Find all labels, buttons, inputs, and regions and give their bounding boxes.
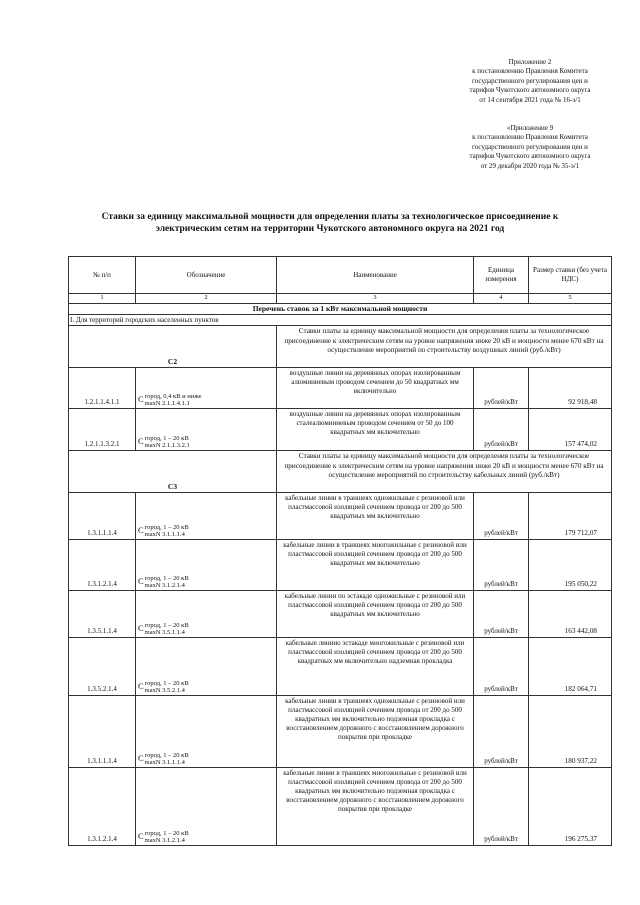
- table-row: [69, 540, 612, 591]
- table-row: [69, 493, 612, 540]
- group-header-row: [69, 326, 612, 368]
- approval-line: к постановлению Правления Комитета: [472, 67, 588, 76]
- symbol-subscript: maxN 2.1.1.3.2.1: [144, 442, 190, 449]
- row-unit: рублей/кВт: [474, 368, 529, 409]
- section-title: Перечень ставок за 1 кВт максимальной мощности: [69, 304, 612, 315]
- header-name: Наименование: [277, 257, 474, 294]
- approval-block-previous: [430, 124, 630, 171]
- symbol-superscript: город, 0,4 кВ и ниже: [144, 393, 202, 400]
- group-description: Ставки платы за единицу максимальной мощности для определения платы за технологическое присоединение к электрическим сетям на уровне напряжения ниже 20 кВ и мощности менее 670 кВт на осуществление мероприятий по строительству воздушных линий (руб./кВт): [277, 326, 612, 368]
- row-unit: рублей/кВт: [474, 540, 529, 591]
- row-name: воздушные линии на деревянных опорах изолированным сталеалюминиевым проводом сечением от 50 до 100 квадратных мм включительно: [277, 409, 474, 451]
- row-name: кабельные линии в траншеях одножильные с резиновой или пластмассовой изоляцией сечением провода от 200 до 500 квадратных мм включительно: [277, 493, 474, 540]
- column-index-row: [69, 294, 612, 304]
- symbol-subscript: maxN 2.1.1.4.1.1: [144, 400, 190, 407]
- row-name: кабельные линии по эстакаде одножильные с резиновой или пластмассовой изоляцией сечением провода от 200 до 500 квадратных мм включительно: [277, 591, 474, 638]
- row-rate: 157 474,02: [529, 409, 612, 451]
- row-rate: 180 937,22: [529, 696, 612, 768]
- symbol-subscript: maxN 3.5.1.1.4: [144, 629, 185, 636]
- row-rate: 195 050,22: [529, 540, 612, 591]
- row-number: 1.3.5.1.1.4: [69, 591, 136, 638]
- row-symbol: [136, 493, 277, 540]
- approval-line: «Приложение 9: [506, 124, 554, 132]
- symbol-subscript: maxN 3.1.1.1.4: [144, 759, 185, 766]
- row-name: кабельные линии в траншеях одножильные с резиновой или пластмассовой изоляцией сечением провода от 200 до 500 квадратных мм включительно подземная прокладка с восстановлением дорожного с восстановлением дорожного покрытия при прокладке: [277, 696, 474, 768]
- row-rate: 182 064,71: [529, 638, 612, 696]
- row-name: кабельные линии в траншеях многожильные с резиновой или пластмассовой изоляцией сечением провода от 200 до 500 квадратных мм включительно: [277, 540, 474, 591]
- header-rate: Размер ставки (без учета НДС): [529, 257, 612, 294]
- symbol-main: C: [138, 575, 144, 586]
- approval-line: тарифов Чукотского автономного округа: [469, 152, 591, 161]
- column-index: 5: [529, 294, 612, 304]
- table-row: [69, 696, 612, 768]
- row-number: 1.3.1.1.1.4: [69, 696, 136, 768]
- symbol-superscript: город, 1 – 20 кВ: [144, 575, 189, 582]
- symbol-main: C: [138, 622, 144, 633]
- table-header-row: [69, 257, 612, 294]
- symbol-superscript: город, 1 – 20 кВ: [144, 435, 189, 442]
- approval-line: государственного регулирования цен и: [472, 142, 588, 151]
- row-symbol: [136, 368, 277, 409]
- document-title: Ставки за единицу максимальной мощности для определения платы за технологическое присоединение к электрическим сетям на территории Чукотского автономного округа на 2021 год: [101, 212, 559, 234]
- column-index: 1: [69, 294, 136, 304]
- rates-table: [68, 256, 612, 846]
- row-unit: рублей/кВт: [474, 638, 529, 696]
- section-title-row: [69, 304, 612, 315]
- symbol-superscript: город, 1 – 20 кВ: [144, 752, 189, 759]
- approval-line: Приложение 2: [508, 58, 552, 66]
- approval-line: от 14 сентября 2021 года № 16-э/1: [479, 95, 581, 104]
- group-label: C2: [69, 326, 277, 368]
- symbol-subscript: maxN 3.1.2.1.4: [144, 837, 185, 844]
- row-number: 1.3.1.1.1.4: [69, 493, 136, 540]
- column-index: 2: [136, 294, 277, 304]
- row-unit: рублей/кВт: [474, 696, 529, 768]
- row-number: 1.3.5.2.1.4: [69, 638, 136, 696]
- group-label: C3: [69, 451, 277, 493]
- symbol-main: C: [138, 680, 144, 691]
- row-symbol: [136, 638, 277, 696]
- symbol-main: C: [138, 752, 144, 763]
- row-number: 1.3.1.2.1.4: [69, 540, 136, 591]
- header-unit: Единица измерения: [474, 257, 529, 294]
- symbol-subscript: maxN 3.1.2.1.4: [144, 582, 185, 589]
- symbol-superscript: город, 1 – 20 кВ: [144, 622, 189, 629]
- table-row: [69, 768, 612, 846]
- subsection-title: I. Для территорий городских населенных пунктов: [69, 315, 612, 326]
- approval-block-current: [430, 58, 630, 105]
- group-header-row: [69, 451, 612, 493]
- row-unit: рублей/кВт: [474, 591, 529, 638]
- symbol-subscript: maxN 3.5.2.1.4: [144, 687, 185, 694]
- approval-line: тарифов Чукотского автономного округа: [469, 86, 591, 95]
- row-symbol: [136, 696, 277, 768]
- approval-line: государственного регулирования цен и: [472, 76, 588, 85]
- row-unit: рублей/кВт: [474, 409, 529, 451]
- subsection-row: [69, 315, 612, 326]
- row-rate: 179 712,07: [529, 493, 612, 540]
- row-unit: рублей/кВт: [474, 493, 529, 540]
- symbol-main: C: [138, 393, 144, 404]
- row-symbol: [136, 591, 277, 638]
- column-index: 3: [277, 294, 474, 304]
- row-name: кабельные линии в траншеях многожильные с резиновой или пластмассовой изоляцией сечением провода от 200 до 500 квадратных мм включительно подземная прокладка с восстановлением дорожного с восстановлением дорожного покрытия при прокладке: [277, 768, 474, 846]
- symbol-main: C: [138, 830, 144, 841]
- row-symbol: [136, 540, 277, 591]
- row-number: 1.2.1.1.3.2.1: [69, 409, 136, 451]
- header-symbol: Обозначение: [136, 257, 277, 294]
- table-row: [69, 409, 612, 451]
- approval-line: к постановлению Правления Комитета: [472, 133, 588, 142]
- row-name: кабельные линииo эстакаде многожильные с резиновой или пластмассовой изоляцией сечением провода от 200 до 500 квадратных мм включительно надземная прокладка: [277, 638, 474, 696]
- table-row: [69, 368, 612, 409]
- symbol-superscript: город, 1 – 20 кВ: [144, 524, 189, 531]
- row-number: 1.2.1.1.4.1.1: [69, 368, 136, 409]
- row-symbol: [136, 409, 277, 451]
- row-unit: рублей/кВт: [474, 768, 529, 846]
- row-symbol: [136, 768, 277, 846]
- group-description: Ставки платы за единицу максимальной мощности для определения платы за технологическое присоединение к электрическим сетям на уровне напряжения ниже 20 кВ и мощности менее 670 кВт на осуществление мероприятий по строительству кабельных линий (руб./кВт): [277, 451, 612, 493]
- symbol-main: C: [138, 435, 144, 446]
- column-index: 4: [474, 294, 529, 304]
- row-rate: 92 918,48: [529, 368, 612, 409]
- symbol-superscript: город, 1 – 20 кВ: [144, 830, 189, 837]
- approval-line: от 29 декабря 2020 года № 35-э/1: [480, 161, 580, 170]
- symbol-main: C: [138, 524, 144, 535]
- row-rate: 196 275,37: [529, 768, 612, 846]
- table-row: [69, 638, 612, 696]
- row-name: воздушные линии на деревянных опорах изолированным алюминиевым проводом сечением до 50 квадратных мм включительно: [277, 368, 474, 409]
- table-row: [69, 591, 612, 638]
- symbol-subscript: maxN 3.1.1.1.4: [144, 531, 185, 538]
- symbol-superscript: город, 1 – 20 кВ: [144, 680, 189, 687]
- row-number: 1.3.1.2.1.4: [69, 768, 136, 846]
- row-rate: 163 442,08: [529, 591, 612, 638]
- header-number: № п/п: [69, 257, 136, 294]
